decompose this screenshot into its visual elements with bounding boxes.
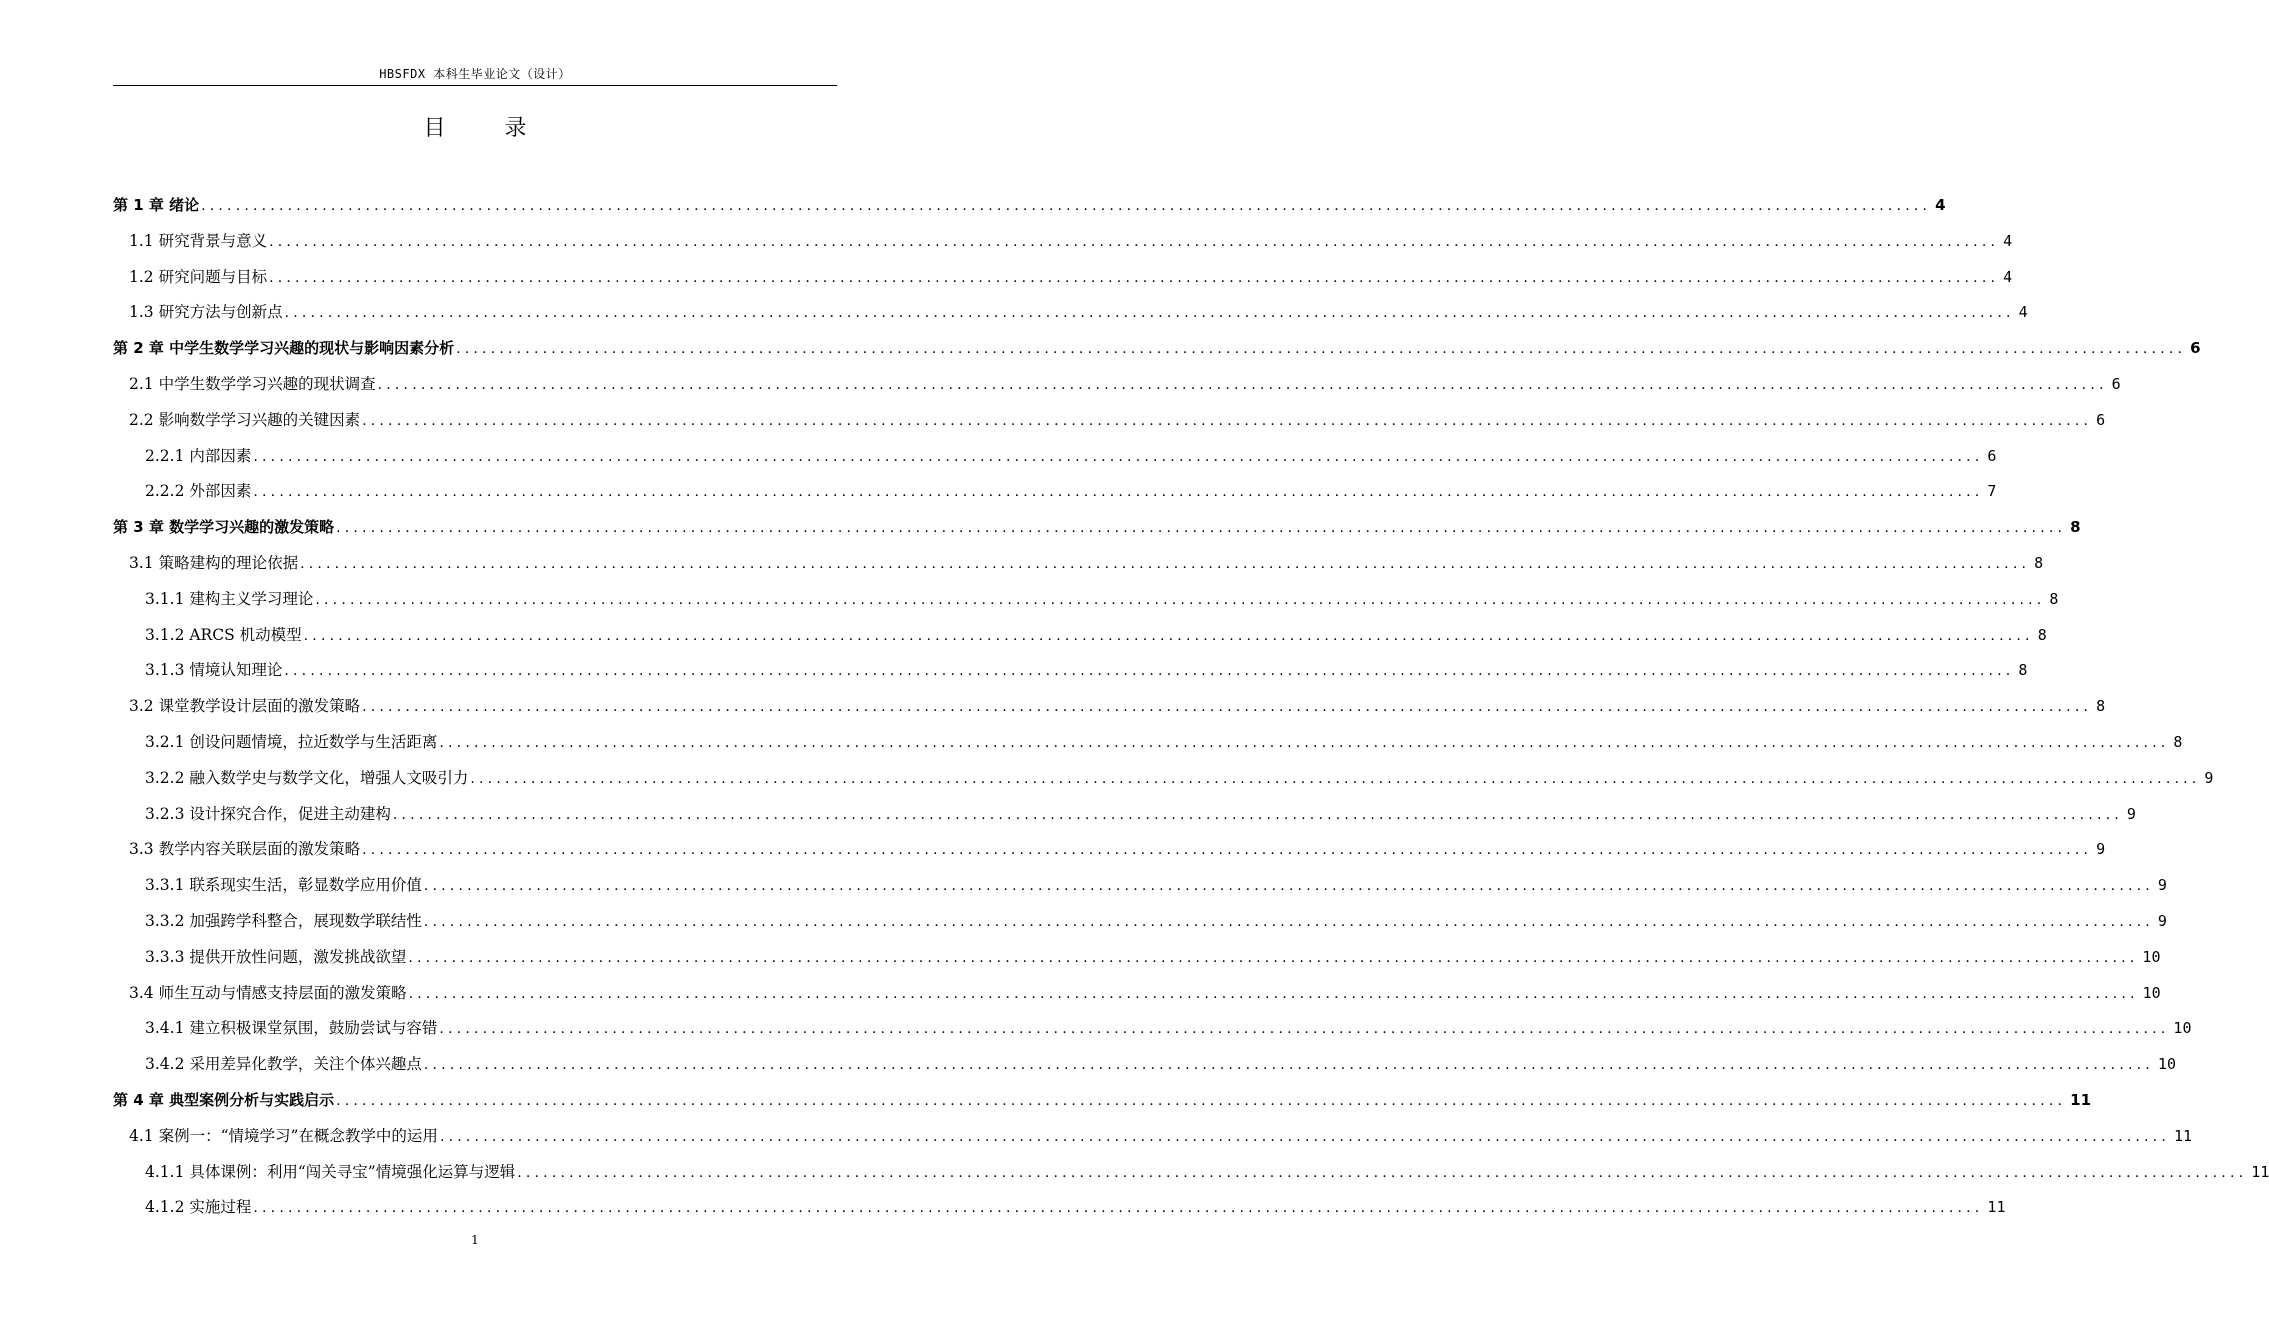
toc-entry-page: 10	[2142, 947, 2161, 966]
toc-entry-label: 第 4 章 典型案例分析与实践启示	[113, 1091, 335, 1109]
toc-entry-label: 3.1.1 建构主义学习理论	[145, 589, 314, 608]
toc-dot-leader: ........................................................................................................................................................................................................	[423, 914, 2154, 930]
toc-dot-leader: ........................................................................................................................................................................................................	[362, 699, 2093, 716]
toc-dot-leader: ........................................................................................................................................................................................................	[362, 842, 2093, 859]
toc-entry-label: 3.3.1 联系现实生活，彰显数学应用价值	[145, 876, 422, 895]
toc-entry-label: 3.3.3 提供开放性问题，激发挑战欲望	[145, 947, 407, 966]
toc-dot-leader: ........................................................................................................................................................................................................	[362, 412, 2093, 429]
toc-entry[interactable]	[145, 476, 1997, 506]
toc-entry[interactable]	[113, 333, 2201, 363]
toc-dot-leader: ........................................................................................................................................................................................................	[269, 269, 2000, 286]
toc-entry-label: 3.2.2 融入数学史与数学文化，增强人文吸引力	[145, 768, 469, 787]
toc-entry-label: 3.3 教学内容关联层面的激发策略	[129, 840, 361, 859]
toc-dot-leader: ........................................................................................................................................................................................................	[439, 1021, 2170, 1038]
toc-entry-page: 9	[2126, 804, 2136, 823]
toc-entry-page: 11	[2251, 1162, 2269, 1181]
toc-dot-leader: ........................................................................................................................................................................................................	[439, 735, 2170, 751]
toc-entry-label: 3.1.2 ARCS 机动模型	[145, 625, 302, 644]
toc-dot-leader: ........................................................................................................................................................................................................	[303, 627, 2034, 644]
toc-entry-page: 9	[2096, 840, 2106, 859]
toc-dot-leader: ........................................................................................................................................................................................................	[336, 1093, 2067, 1109]
toc-dot-leader: ........................................................................................................................................................................................................	[300, 556, 2031, 572]
toc-entry-label: 3.2.3 设计探究合作，促进主动建构	[145, 804, 391, 823]
toc-entry[interactable]	[145, 441, 1997, 471]
toc-entry-label: 4.1.2 实施过程	[145, 1198, 252, 1217]
toc-entry[interactable]	[145, 1013, 2192, 1043]
toc-entry[interactable]	[145, 584, 2059, 614]
toc-dot-leader: ........................................................................................................................................................................................................	[253, 484, 1984, 501]
toc-dot-leader: ........................................................................................................................................................................................................	[284, 305, 2015, 322]
toc-entry-label: 3.4.2 采用差异化教学，关注个体兴趣点	[145, 1055, 422, 1074]
toc-entry[interactable]	[145, 1157, 2269, 1187]
toc-dot-leader: ........................................................................................................................................................................................................	[315, 591, 2046, 608]
toc-entry-label: 3.1.3 情境认知理论	[145, 661, 283, 680]
toc-entry-page: 4	[2003, 231, 2013, 250]
toc-entry[interactable]	[129, 297, 2028, 327]
toc-entry[interactable]	[145, 906, 2167, 936]
toc-entry-label: 3.2.1 创设问题情境，拉近数学与生活距离	[145, 733, 438, 751]
toc-entry-page: 8	[2018, 661, 2028, 680]
toc-entry[interactable]	[113, 512, 2081, 542]
toc-entry-label: 3.1 策略建构的理论依据	[129, 554, 299, 572]
toc-entry[interactable]	[113, 190, 1946, 220]
toc-entry[interactable]	[129, 548, 2044, 578]
toc-entry[interactable]	[129, 1121, 2193, 1151]
toc-entry-page: 10	[2142, 983, 2161, 1002]
toc-entry-label: 3.4 师生互动与情感支持层面的激发策略	[129, 983, 407, 1002]
toc-dot-leader: ........................................................................................................................................................................................................	[439, 1128, 2170, 1145]
running-header: HBSFDX 本科生毕业论文（设计）	[379, 67, 571, 81]
toc-entry-page: 8	[2173, 733, 2183, 751]
toc-dot-leader: ........................................................................................................................................................................................................	[517, 1164, 2248, 1181]
toc-dot-leader: ........................................................................................................................................................................................................	[253, 1200, 1984, 1217]
toc-entry-page: 8	[2034, 554, 2044, 572]
toc-entry-page: 7	[1987, 482, 1997, 501]
toc-entry-page: 9	[2157, 912, 2167, 930]
toc-entry-page: 4	[1935, 196, 1946, 214]
toc-entry-label: 第 1 章 绪论	[113, 196, 200, 214]
toc-entry[interactable]	[129, 369, 2121, 399]
toc-entry[interactable]	[129, 226, 2013, 256]
toc-entry-page: 10	[2173, 1019, 2192, 1038]
toc-dot-leader: ........................................................................................................................................................................................................	[201, 198, 1932, 214]
toc-dot-leader: ........................................................................................................................................................................................................	[269, 233, 2000, 250]
toc-entry-page: 8	[2037, 625, 2047, 644]
toc-entry[interactable]	[129, 691, 2106, 721]
toc-dot-leader: ........................................................................................................................................................................................................	[377, 377, 2108, 393]
toc-entry[interactable]	[113, 1085, 2092, 1115]
toc-entry-label: 4.1 案例一：“情境学习”在概念教学中的运用	[129, 1126, 438, 1145]
toc-entry-label: 2.2.1 内部因素	[145, 446, 252, 465]
toc-entry-page: 8	[2070, 518, 2081, 537]
toc-entry-page: 6	[2190, 339, 2201, 358]
toc-entry[interactable]	[145, 1192, 2006, 1222]
toc-entry-label: 第 2 章 中学生数学学习兴趣的现状与影响因素分析	[113, 339, 455, 358]
toc-entry-label: 2.1 中学生数学学习兴趣的现状调查	[129, 375, 376, 393]
toc-dot-leader: ........................................................................................................................................................................................................	[284, 663, 2015, 680]
toc-entry-page: 9	[2157, 876, 2167, 895]
toc-entry-label: 4.1.1 具体课例：利用“闯关寻宝”情境强化运算与逻辑	[145, 1162, 516, 1181]
toc-entry-page: 11	[2173, 1126, 2193, 1145]
toc-entry[interactable]	[129, 834, 2106, 864]
toc-entry-label: 3.4.1 建立积极课堂氛围，鼓励尝试与容错	[145, 1019, 438, 1038]
toc-entry-label: 第 3 章 数学学习兴趣的激发策略	[113, 518, 335, 537]
toc-entry-page: 11	[2070, 1091, 2092, 1109]
toc-entry-page: 8	[2096, 697, 2106, 716]
toc-entry-page: 4	[2003, 267, 2013, 286]
toc-entry[interactable]	[145, 655, 2028, 685]
toc-dot-leader: ........................................................................................................................................................................................................	[423, 1057, 2154, 1074]
toc-entry-label: 1.1 研究背景与意义	[129, 231, 268, 250]
toc-entry-label: 3.3.2 加强跨学科整合，展现数学联结性	[145, 912, 422, 930]
toc-entry-page: 6	[2111, 375, 2121, 393]
toc-entry[interactable]	[129, 262, 2013, 292]
toc-entry[interactable]	[145, 1049, 2176, 1079]
toc-entry-page: 8	[2049, 589, 2059, 608]
toc-dot-leader: ........................................................................................................................................................................................................	[392, 806, 2123, 823]
toc-dot-leader: ........................................................................................................................................................................................................	[470, 770, 2201, 787]
toc-entry[interactable]	[129, 978, 2161, 1008]
toc-dot-leader: ........................................................................................................................................................................................................	[253, 448, 1984, 465]
toc-entry[interactable]	[129, 405, 2106, 435]
toc-entry-label: 2.2 影响数学学习兴趣的关键因素	[129, 410, 361, 429]
page-number: 1	[471, 1233, 479, 1247]
toc-entry[interactable]	[145, 942, 2161, 972]
toc-dot-leader: ........................................................................................................................................................................................................	[336, 520, 2067, 537]
toc-title: 目 录	[423, 116, 553, 141]
toc-entry-page: 11	[1987, 1198, 2006, 1217]
header-rule	[113, 85, 837, 86]
toc-entry-label: 3.2 课堂教学设计层面的激发策略	[129, 697, 361, 716]
toc-entry[interactable]	[145, 727, 2183, 757]
toc-entry-label: 1.2 研究问题与目标	[129, 267, 268, 286]
toc-entry-label: 1.3 研究方法与创新点	[129, 303, 283, 322]
toc-entry-page: 4	[2018, 303, 2028, 322]
toc-dot-leader: ........................................................................................................................................................................................................	[408, 985, 2139, 1002]
toc-entry[interactable]	[145, 870, 2167, 900]
toc-entry-page: 9	[2204, 768, 2214, 787]
toc-dot-leader: ........................................................................................................................................................................................................	[408, 949, 2139, 966]
toc-dot-leader: ........................................................................................................................................................................................................	[423, 878, 2154, 895]
toc-entry[interactable]	[145, 763, 2214, 793]
toc-entry-page: 10	[2157, 1055, 2176, 1074]
toc-entry[interactable]	[145, 799, 2136, 829]
toc-entry-label: 2.2.2 外部因素	[145, 482, 252, 501]
toc-dot-leader: ........................................................................................................................................................................................................	[456, 341, 2187, 358]
toc-entry[interactable]	[145, 620, 2047, 650]
toc-entry-page: 6	[1987, 446, 1997, 465]
toc-entry-page: 6	[2096, 410, 2106, 429]
